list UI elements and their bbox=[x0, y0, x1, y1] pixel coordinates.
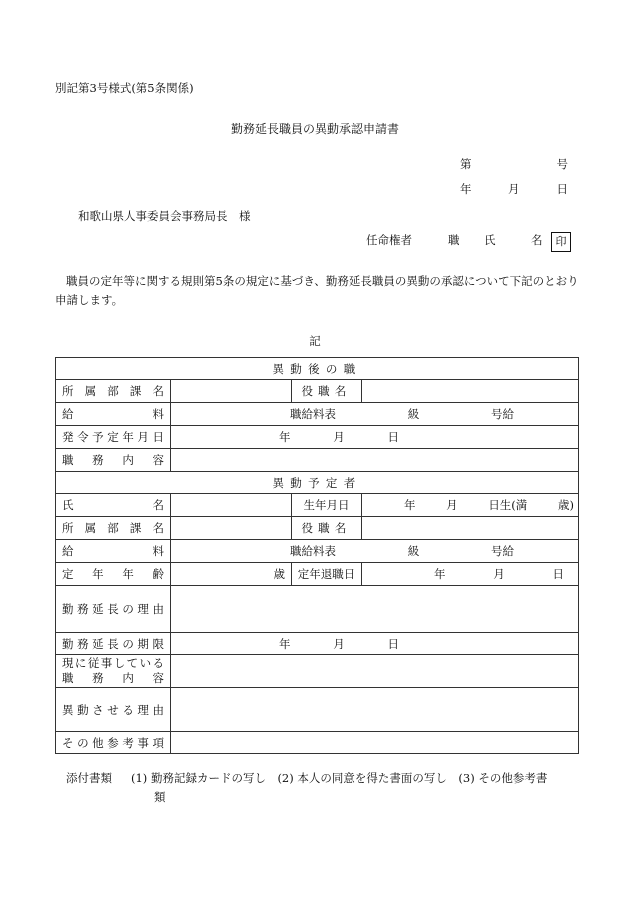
field-salary-person bbox=[171, 540, 579, 563]
section-after-transfer: 異動後の職 bbox=[56, 358, 579, 380]
seal-box: 印 bbox=[551, 232, 571, 252]
reference-number bbox=[460, 156, 568, 172]
salary-table-label-person: 職給料表 bbox=[290, 544, 336, 558]
label-issue-date: 発令予定年月日 bbox=[56, 426, 171, 449]
appointer-mei: 名 bbox=[531, 233, 543, 247]
field-duties bbox=[171, 449, 579, 472]
label-salary-person: 給料 bbox=[56, 540, 171, 563]
application-body: 職員の定年等に関する規則第5条の規定に基づき、勤務延長職員の異動の承認について下記のとおり申請します。 bbox=[55, 274, 579, 307]
label-extension-period: 勤務延長の期限 bbox=[56, 633, 171, 655]
form-number: 別記第3号様式(第5条関係) bbox=[55, 81, 194, 95]
field-other bbox=[171, 732, 579, 754]
date-month: 月 bbox=[508, 182, 520, 196]
label-duties: 職務内容 bbox=[56, 449, 171, 472]
appointer-label: 任命権者 bbox=[366, 233, 412, 247]
label-birth-date: 生年月日 bbox=[292, 494, 362, 517]
reference-go: 号 bbox=[556, 157, 568, 171]
retire-day: 日 bbox=[552, 567, 564, 581]
section-transfer-person: 異動予定者 bbox=[56, 472, 579, 494]
application-date bbox=[460, 181, 568, 197]
appointer-shi: 氏 bbox=[484, 233, 496, 247]
label-position-person: 役職名 bbox=[292, 517, 362, 540]
attachments-continuation: 類 bbox=[154, 790, 166, 804]
retire-month: 月 bbox=[493, 567, 505, 581]
label-current-duties bbox=[56, 655, 171, 688]
birth-month: 月 bbox=[446, 498, 458, 512]
ki-marker: 記 bbox=[309, 334, 321, 348]
label-salary: 給料 bbox=[56, 403, 171, 426]
document-title: 勤務延長職員の異動承認申請書 bbox=[230, 122, 399, 136]
field-salary bbox=[171, 403, 579, 426]
field-issue-date bbox=[171, 426, 579, 449]
salary-table-label: 職給料表 bbox=[290, 407, 336, 421]
field-position-person bbox=[362, 517, 579, 540]
label-current-duties-line2: 職務内容 bbox=[62, 671, 164, 685]
date-year: 年 bbox=[460, 182, 472, 196]
label-retire-age: 定年年齢 bbox=[56, 563, 171, 586]
field-affiliation-person bbox=[171, 517, 292, 540]
attachments-text: (1) 勤務記録カードの写し (2) 本人の同意を得た書面の写し (3) その他参考書 bbox=[131, 771, 548, 785]
field-name bbox=[171, 494, 292, 517]
grade-label: 級 bbox=[407, 407, 420, 421]
label-name: 氏名 bbox=[56, 494, 171, 517]
field-transfer-reason bbox=[171, 688, 579, 732]
issue-day: 日 bbox=[387, 430, 399, 444]
label-current-duties-line1: 現に従事している bbox=[62, 656, 164, 670]
appointer-shoku: 職 bbox=[448, 233, 460, 247]
label-affiliation: 所属部課名 bbox=[56, 380, 171, 403]
label-extension-reason: 勤務延長の理由 bbox=[56, 586, 171, 633]
attachments-label: 添付書類 bbox=[66, 771, 112, 785]
label-retire-date: 定年退職日 bbox=[292, 563, 362, 586]
step-label-person: 号給 bbox=[491, 544, 514, 558]
birth-age: 歳) bbox=[557, 498, 574, 512]
field-retire-date bbox=[362, 563, 579, 586]
field-current-duties bbox=[171, 655, 579, 688]
attachments bbox=[66, 769, 580, 807]
field-birth-date bbox=[362, 494, 579, 517]
field-position bbox=[362, 380, 579, 403]
addressee: 和歌山県人事委員会事務局長 様 bbox=[78, 209, 251, 223]
birth-year: 年 bbox=[404, 498, 416, 512]
extension-year: 年 bbox=[279, 636, 291, 651]
extension-day: 日 bbox=[387, 636, 399, 651]
field-affiliation bbox=[171, 380, 292, 403]
reference-dai: 第 bbox=[460, 157, 472, 171]
label-affiliation-person: 所属部課名 bbox=[56, 517, 171, 540]
step-label: 号給 bbox=[491, 407, 514, 421]
field-extension-reason bbox=[171, 586, 579, 633]
extension-month: 月 bbox=[333, 636, 345, 651]
date-day: 日 bbox=[556, 182, 568, 196]
label-other: その他参考事項 bbox=[56, 732, 171, 754]
label-position: 役職名 bbox=[292, 380, 362, 403]
grade-label-person: 級 bbox=[407, 544, 420, 558]
field-retire-age: 歳 bbox=[171, 563, 292, 586]
issue-month: 月 bbox=[333, 430, 345, 444]
application-form-table bbox=[55, 357, 579, 754]
label-transfer-reason: 異動させる理由 bbox=[56, 688, 171, 732]
field-extension-period bbox=[171, 633, 579, 655]
issue-year: 年 bbox=[279, 430, 291, 444]
retire-year: 年 bbox=[434, 567, 446, 581]
birth-day: 日生(満 bbox=[488, 498, 528, 512]
